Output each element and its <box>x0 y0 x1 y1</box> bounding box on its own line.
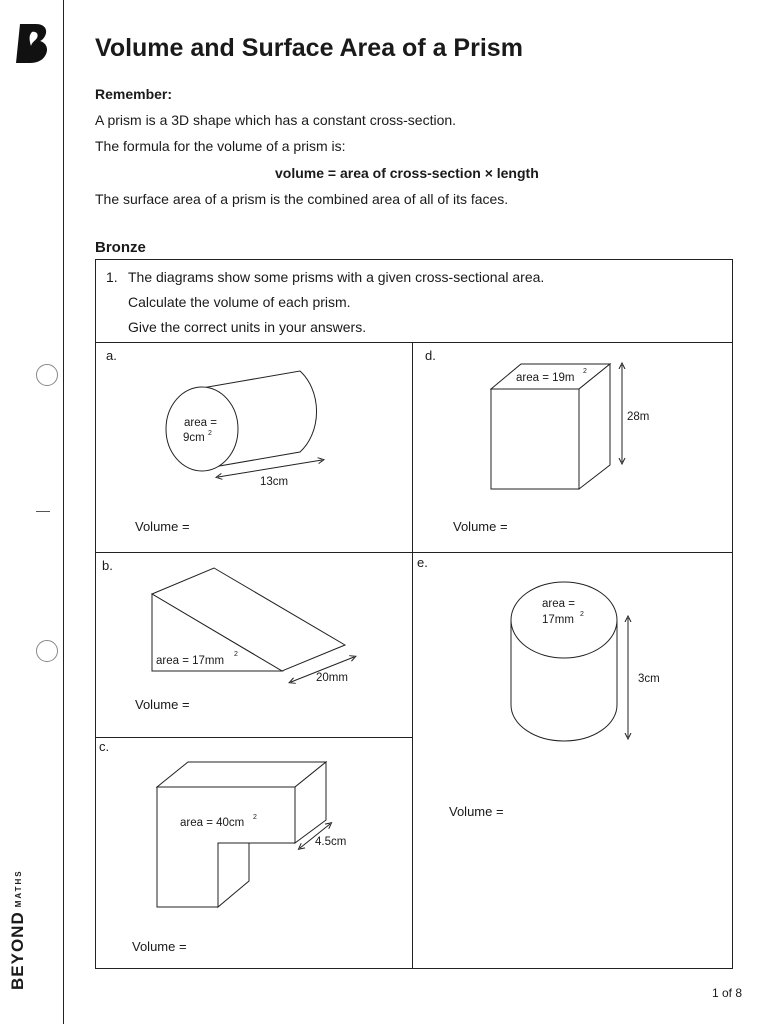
question-line-1: The diagrams show some prisms with a given cross-sectional area. <box>128 269 545 285</box>
part-b-label: b. <box>102 558 113 573</box>
divider <box>95 342 733 343</box>
part-a-sup: 2 <box>208 430 212 437</box>
part-c-label: c. <box>99 739 110 754</box>
part-d-length: 28m <box>627 411 650 423</box>
part-a-volume: Volume = <box>135 519 190 534</box>
divider <box>95 552 733 553</box>
part-c-volume: Volume = <box>132 939 187 954</box>
remember-heading: Remember: <box>95 86 173 102</box>
diagram-c-l-prism <box>152 758 362 913</box>
diagram-b-triangular-prism <box>148 565 363 690</box>
part-e-area-bottom: 17mm <box>542 614 574 626</box>
punch-hole <box>36 364 58 386</box>
part-c-area: area = 40cm <box>180 817 245 829</box>
part-a-length: 13cm <box>260 476 289 488</box>
part-d-label: d. <box>425 348 436 363</box>
remember-line-3: The surface area of a prism is the combined area of all of its faces. <box>95 191 509 207</box>
page-number: 1 of 8 <box>711 986 742 1000</box>
part-a-area-top: area = <box>184 417 217 429</box>
part-a-label: a. <box>106 348 117 363</box>
diagram-a-cylinder <box>150 360 370 495</box>
section-title: Bronze <box>95 239 146 256</box>
part-e-area-top: area = <box>542 598 575 610</box>
question-line-2: Calculate the volume of each prism. <box>128 294 351 310</box>
part-a-area-bottom: 9cm <box>183 432 205 444</box>
divider <box>412 342 413 969</box>
divider <box>95 737 412 738</box>
beyond-logo-icon <box>14 22 52 64</box>
part-e-label: e. <box>417 555 428 570</box>
part-b-area: area = 17mm <box>156 655 225 667</box>
part-c-length: 4.5cm <box>315 836 347 848</box>
fold-mark <box>36 511 50 512</box>
remember-line-2: The formula for the volume of a prism is: <box>95 138 346 154</box>
part-e-sup: 2 <box>580 611 584 618</box>
diagram-d-cube <box>480 358 670 498</box>
part-e-length: 3cm <box>638 673 660 685</box>
part-b-length: 20mm <box>316 672 348 684</box>
question-number: 1. <box>106 269 118 285</box>
brand-sub: MATHS <box>14 869 23 908</box>
page-title: Volume and Surface Area of a Prism <box>95 34 523 62</box>
question-line-3: Give the correct units in your answers. <box>128 319 367 335</box>
part-c-sup: 2 <box>253 814 257 821</box>
margin-line <box>63 0 64 1024</box>
part-b-volume: Volume = <box>135 697 190 712</box>
part-d-area: area = 19m <box>516 372 575 384</box>
brand-wordmark <box>8 869 28 990</box>
part-d-sup: 2 <box>583 368 587 375</box>
part-b-sup: 2 <box>234 651 238 658</box>
diagram-e-cylinder <box>505 575 680 745</box>
part-e-volume: Volume = <box>449 804 504 819</box>
part-d-volume: Volume = <box>453 519 508 534</box>
remember-line-1: A prism is a 3D shape which has a constant cross-section. <box>95 112 457 128</box>
brand-main: BEYOND <box>8 911 27 990</box>
volume-formula: volume = area of cross-section × length <box>275 165 539 181</box>
punch-hole <box>36 640 58 662</box>
